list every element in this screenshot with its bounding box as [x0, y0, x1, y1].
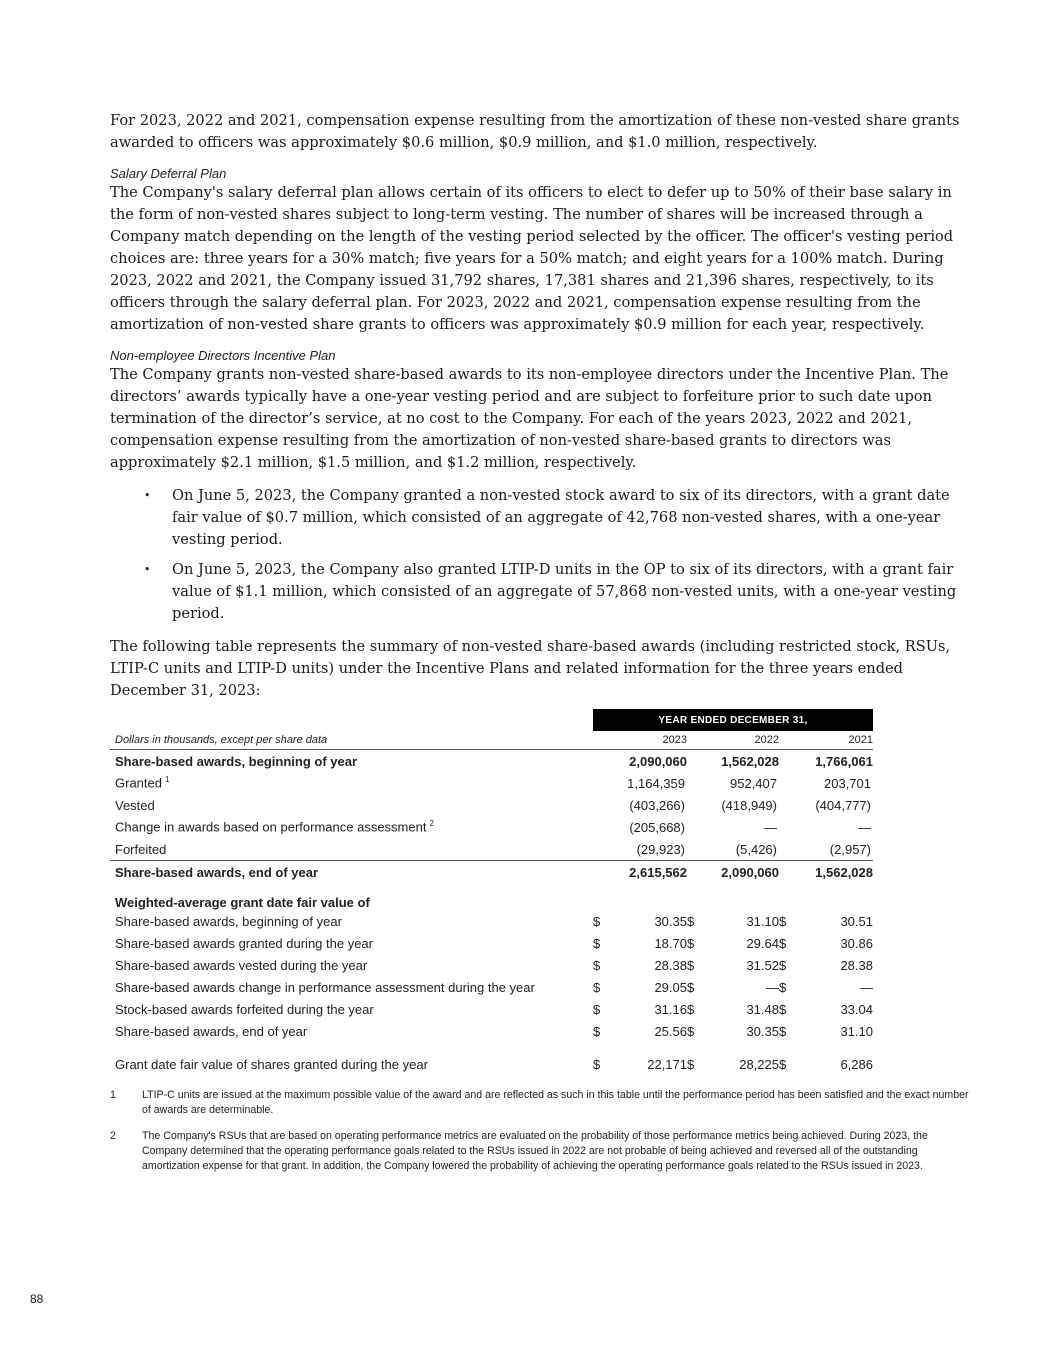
currency-symbol — [687, 794, 699, 816]
currency-symbol: $ — [779, 1057, 787, 1072]
currency-symbol: $ — [779, 913, 787, 929]
row-label — [110, 1042, 593, 1072]
paragraph-table-intro: The following table represents the summary of non-vested share-based awards (including restricted stock, RSUs, LTIP-C units and LTIP-D units) under the Incentive Plans and related information for the three years ended December 31, 2023: — [110, 638, 951, 699]
row-label — [110, 910, 593, 932]
value-cell: — — [766, 979, 779, 995]
row-label-text: Share-based awards, beginning of year — [115, 753, 358, 769]
currency-symbol: $ — [779, 979, 787, 995]
currency-symbol: $ — [593, 1001, 601, 1017]
row-label — [110, 861, 593, 884]
currency-symbol — [593, 838, 605, 861]
value-cell: 30.35 — [654, 913, 687, 929]
currency-symbol: $ — [593, 1057, 601, 1072]
row-label — [110, 998, 593, 1020]
currency-symbol: $ — [687, 1001, 695, 1017]
currency-symbol — [593, 794, 605, 816]
currency-symbol — [687, 883, 699, 910]
currency-symbol — [779, 883, 791, 910]
header-band: YEAR ENDED DECEMBER 31, — [593, 709, 873, 731]
value-cell: 28.38 — [654, 957, 687, 973]
row-label — [110, 816, 593, 838]
value-cell: 30.51 — [840, 913, 873, 929]
value-cell: — — [764, 819, 777, 835]
row-label-text: Share-based awards granted during the year — [115, 935, 373, 951]
value-cell: 1,164,359 — [627, 775, 685, 791]
value-cell: 6,286 — [840, 1057, 873, 1072]
bullet-item: • On June 5, 2023, the Company granted a non-vested stock award to six of its directors, with a grant date fair value of $0.7 million, which consisted of an aggregate of 42,768 non-vested shares, with a one-year vesting period. — [110, 485, 970, 551]
value-cell — [791, 883, 873, 910]
value-cell: (5,426) — [735, 841, 777, 857]
footnote-text: LTIP-C units are issued at the maximum possible value of the award and are reflected as such in this table until the performance period has been satisfied and the exact number of awards are determinable. — [142, 1089, 969, 1116]
table-row — [110, 816, 873, 838]
value-cell: 30.35 — [746, 1023, 779, 1039]
row-label — [110, 954, 593, 976]
value-cell — [605, 883, 687, 910]
year-header: 2022 — [699, 731, 779, 750]
paragraph-directors-plan: The Company grants non-vested share-based awards to its non-employee directors under the Incentive Plan. The directors’ awards typically have a one-year vesting period and are subject to forfeiture prior to such date upon termination of the director’s service, at no cost to the Company. For each of the years 2023, 2022 and 2021, compensation expense resulting from the amortization of non-vested share-based grants to directors was approximately $2.1 million, $1.5 million, and $1.2 million, respectively. — [110, 366, 949, 471]
currency-symbol — [593, 750, 605, 773]
currency-symbol: $ — [687, 979, 695, 995]
value-cell: (29,923) — [636, 841, 685, 857]
value-cell: (403,266) — [629, 797, 685, 813]
table-row — [110, 1020, 873, 1042]
row-label-text: Change in awards based on performance assessment — [115, 819, 427, 835]
value-cell: 29.64 — [746, 935, 779, 951]
value-cell: — — [860, 979, 873, 995]
value-cell: 29.05 — [654, 979, 687, 995]
value-cell: 31.52 — [746, 957, 779, 973]
table-row — [110, 976, 873, 998]
value-cell: 1,766,061 — [815, 753, 873, 769]
currency-symbol: $ — [779, 1001, 787, 1017]
footnote-text: The Company's RSUs that are based on operating performance metrics are evaluated on the probability of those performance metrics being achieved. During 2023, the Company determined that the operating performance goals related to the RSUs issued in 2022 are not probable of being achieved and reversed all of the outstanding amortization expense for that grant. In addition, the Company lowered the probability of achieving the operating performance goals related to the RSUs issued in 2023. — [142, 1130, 928, 1172]
currency-symbol — [593, 883, 605, 910]
table-row — [110, 861, 873, 884]
table-row — [110, 883, 873, 910]
paragraph-officer-grants: For 2023, 2022 and 2021, compensation expense resulting from the amortization of these non-vested share grants awarded to officers was approximately $0.6 million, $0.9 million, and $1.0 million, respectively. — [110, 112, 960, 151]
currency-symbol — [687, 861, 699, 884]
table-row — [110, 932, 873, 954]
currency-symbol — [687, 750, 699, 773]
value-cell: 30.86 — [840, 935, 873, 951]
row-label — [110, 883, 593, 910]
currency-symbol: $ — [593, 979, 601, 995]
currency-symbol: $ — [593, 935, 601, 951]
value-cell: (205,668) — [629, 819, 685, 835]
row-label-text: Share-based awards change in performance assessment during the year — [115, 979, 535, 995]
currency-symbol: $ — [687, 1023, 695, 1039]
value-cell: 2,090,060 — [699, 861, 779, 884]
value-cell: 952,407 — [730, 775, 777, 791]
currency-symbol — [687, 816, 699, 838]
value-cell: 33.04 — [840, 1001, 873, 1017]
year-header: 2021 — [791, 731, 873, 750]
row-label — [110, 750, 593, 773]
currency-symbol: $ — [593, 957, 601, 973]
currency-symbol: $ — [687, 913, 695, 929]
row-label-text: Share-based awards, end of year — [115, 864, 319, 880]
table-row — [110, 954, 873, 976]
currency-symbol — [779, 772, 791, 794]
footnote — [110, 1088, 970, 1118]
currency-symbol — [593, 772, 605, 794]
currency-symbol: $ — [593, 913, 601, 929]
table-row — [110, 838, 873, 861]
row-label-text: Granted — [115, 775, 162, 791]
value-cell: 31.10 — [840, 1023, 873, 1039]
currency-symbol — [779, 794, 791, 816]
currency-symbol: $ — [687, 1057, 695, 1072]
currency-symbol: $ — [779, 1023, 787, 1039]
currency-symbol: $ — [687, 935, 695, 951]
value-cell: (418,949) — [721, 797, 777, 813]
value-cell — [699, 883, 779, 910]
value-cell: 203,701 — [824, 775, 871, 791]
value-cell: 28.38 — [840, 957, 873, 973]
currency-symbol — [687, 838, 699, 861]
row-label-text: Share-based awards vested during the year — [115, 957, 368, 973]
row-label — [110, 932, 593, 954]
value-cell: (404,777) — [815, 797, 871, 813]
row-label-text: Weighted-average grant date fair value of — [115, 895, 370, 910]
year-header: 2023 — [605, 731, 687, 750]
table-row — [110, 1042, 873, 1072]
row-label-text: Forfeited — [115, 841, 167, 857]
currency-symbol: $ — [779, 935, 787, 951]
value-cell: 1,562,028 — [791, 861, 873, 884]
value-cell: 2,615,562 — [605, 861, 687, 884]
footnote-ref: 1 — [164, 775, 170, 785]
footnote-number: 2 — [110, 1130, 116, 1142]
row-label-text: Share-based awards, beginning of year — [115, 913, 342, 929]
value-cell: 31.16 — [654, 1001, 687, 1017]
currency-symbol: $ — [593, 1023, 601, 1039]
currency-symbol — [593, 816, 605, 838]
currency-symbol — [779, 750, 791, 773]
footnote — [110, 1129, 970, 1174]
row-label-text: Grant date fair value of shares granted during the year — [115, 1057, 428, 1072]
table-row — [110, 910, 873, 932]
value-cell: — — [858, 819, 871, 835]
value-cell: (2,957) — [829, 841, 871, 857]
currency-symbol — [779, 816, 791, 838]
table-row — [110, 772, 873, 794]
currency-symbol — [779, 861, 791, 884]
value-cell: 31.48 — [746, 1001, 779, 1017]
value-cell: 31.10 — [746, 913, 779, 929]
currency-symbol — [593, 861, 605, 884]
awards-table — [110, 709, 873, 1072]
currency-symbol: $ — [687, 957, 695, 973]
row-label — [110, 838, 593, 861]
table-row — [110, 794, 873, 816]
table-row — [110, 998, 873, 1020]
currency-symbol — [779, 838, 791, 861]
heading-directors-plan: Non-employee Directors Incentive Plan — [110, 348, 336, 363]
paragraph-salary-deferral: The Company's salary deferral plan allows certain of its officers to elect to defer up to 50% of their base salary in the form of non-vested shares subject to long-term vesting. The number of shares will be increased through a Company match depending on the length of the vesting period selected by the officer. The officer's vesting period choices are: three years for a 30% match; five years for a 50% match; and eight years for a 100% match. During 2023, 2022 and 2021, the Company issued 31,792 shares, 17,381 shares and 21,396 shares, respectively, to its officers through the salary deferral plan. For 2023, 2022 and 2021, compensation expense resulting from the amortization of non-vested share grants to officers was approximately $0.9 million for each year, respectively. — [110, 184, 954, 333]
page-number: 88 — [30, 1292, 44, 1306]
value-cell: 18.70 — [654, 935, 687, 951]
currency-symbol — [687, 772, 699, 794]
row-label-text: Stock-based awards forfeited during the year — [115, 1001, 374, 1017]
row-label — [110, 1020, 593, 1042]
row-label — [110, 976, 593, 998]
table-row — [110, 750, 873, 773]
value-cell: 22,171 — [647, 1057, 687, 1072]
bullet-item: • On June 5, 2023, the Company also granted LTIP-D units in the OP to six of its directors, with a grant fair value of $1.1 million, which consisted of an aggregate of 57,868 non-vested units, with a one-year vesting period. — [110, 559, 970, 625]
row-label-text: Vested — [115, 797, 155, 813]
currency-symbol: $ — [779, 957, 787, 973]
value-cell: 25.56 — [654, 1023, 687, 1039]
footnote-number: 1 — [110, 1089, 116, 1101]
value-cell: 28,225 — [739, 1057, 779, 1072]
table-caption: Dollars in thousands, except per share data — [110, 731, 593, 750]
bullet-list — [110, 485, 970, 633]
row-label-text: Share-based awards, end of year — [115, 1023, 308, 1039]
row-label — [110, 794, 593, 816]
row-label — [110, 772, 593, 794]
value-cell: 2,090,060 — [629, 753, 687, 769]
value-cell: 1,562,028 — [721, 753, 779, 769]
footnote-ref: 2 — [429, 819, 434, 829]
heading-salary-deferral: Salary Deferral Plan — [110, 166, 227, 181]
